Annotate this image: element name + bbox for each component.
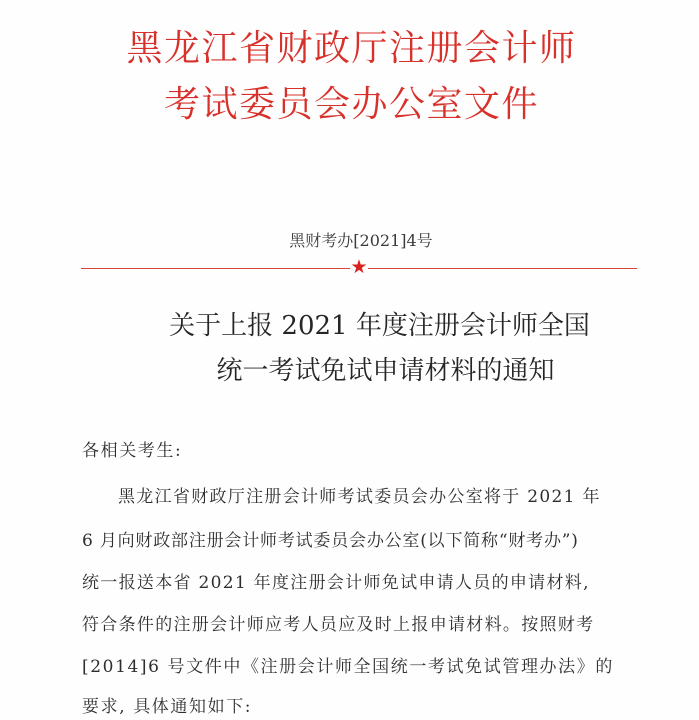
issuing-org-line-2: 考试委员会办公室文件 <box>163 84 539 125</box>
body-line-2: 6 月向财政部注册会计师考试委员会办公室(以下简称“财考办”) <box>82 531 579 551</box>
notice-title-line-1: 关于上报 2021 年度注册会计师全国 <box>169 311 590 341</box>
star-icon: ★ <box>350 256 368 278</box>
body-line-5: [2014]6 号文件中《注册会计师全国统一考试免试管理办法》的 <box>82 657 614 677</box>
body-line-3: 统一报送本省 2021 年度注册会计师免试申请人员的申请材料, <box>82 573 590 593</box>
issuing-org-line-1: 黑龙江省财政厅注册会计师 <box>126 28 577 69</box>
notice-title-line-2: 统一考试免试申请材料的通知 <box>216 356 555 386</box>
body-line-1: 黑龙江省财政厅注册会计师考试委员会办公室将于 2021 年 <box>118 487 601 507</box>
document-number: 黑财考办[2021]4号 <box>289 231 433 250</box>
body-line-6: 要求, 具体通知如下: <box>82 697 253 717</box>
salutation: 各相关考生: <box>82 441 183 461</box>
body-line-4: 符合条件的注册会计师应考人员应及时上报申请材料。按照财考 <box>82 615 595 635</box>
